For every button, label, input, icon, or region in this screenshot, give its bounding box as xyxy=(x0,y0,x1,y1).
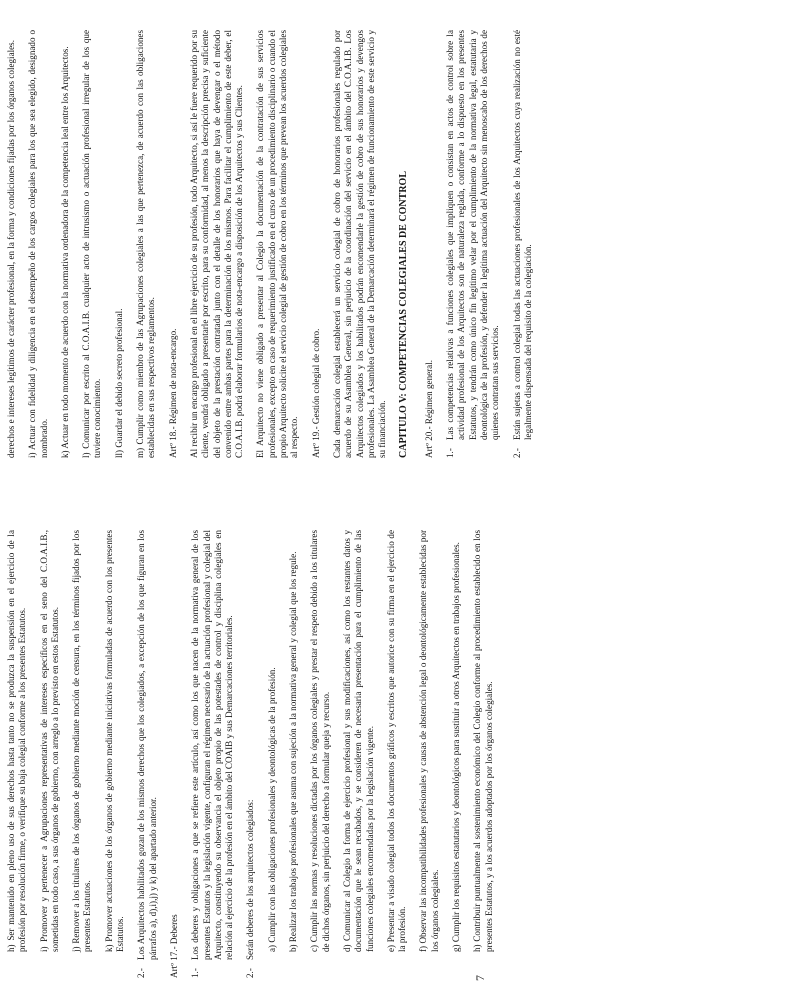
art20-paragraph-1 xyxy=(445,30,501,458)
art16-paragraph-2 xyxy=(136,530,159,978)
art16-item-h: h) Ser mantenido en pleno uso de sus derechos hasta tanto no se produzca la suspensión en el ejercicio de la profesión por resolución firme, o verifique su baja colegial conforme a los presentes Estatutos. xyxy=(6,530,28,952)
art20-paragraph-2 xyxy=(512,30,535,458)
duty-h: h) Contribuir puntualmente al sostenimiento económico del Colegio conforme al procedimiento establecido en los presentes Estatutos, y a los acuerdos adoptados por los órganos colegiales. xyxy=(472,530,494,952)
duty-k: k) Actuar en todo momento de acuerdo con la normativa ordenadora de la competencia leal entre los Arquitectos. xyxy=(59,46,70,458)
paragraph-number: 1.- xyxy=(445,448,456,458)
duty-a: a) Cumplir con las obligaciones profesionales y deontológicas de la profesión. xyxy=(266,667,277,952)
duty-i: i) Actuar con fidelidad y diligencia en el desempeño de los cargos colegiales para los que sea elegido, designado o nombrado. xyxy=(27,30,49,458)
art16-item-k: k) Promover actuaciones de los órganos de gobierno mediante iniciativas formuladas de acuerdo con los presentes Estatutos. xyxy=(103,530,126,952)
duty-d: d) Comunicar al Colegio la forma de ejercicio profesional y sus modificaciones, así como los restantes datos y documentación que le sean recabados, y se consideren de necesaria presentación para el cumplimiento de las funciones colegiales encomendadas por la legislación vigente. xyxy=(341,530,375,952)
art18-heading: Artº 18.- Régimen de nota-encargo. xyxy=(167,328,178,458)
paragraph-text: Los deberes y obligaciones a que se refiere este artículo, así como los que nacen de la normativa general de los presentes Estatutos y la legislación vigente, configuran el régimen necesario de la actuación profesional y colegial del Arquitecto, constituyendo su observancia el objeto propio de las potestades de control y disciplina colegiales en relación al ejercicio de la profesión en el ámbito del COAIB y sus Demarcaciones territoriales. xyxy=(190,530,235,960)
art17-paragraph-2 xyxy=(245,530,256,978)
duty-e: e) Presentar a visado colegial todos los documentos gráficos y escritos que autorice con su firma en el ejercicio de la profesión. xyxy=(385,530,408,952)
art18-paragraph-1: Al recibir un encargo profesional en el libre ejercicio de su profesión, todo Arquitecto, si así le fuere requerido por su cliente, vendrá obligado a presentarle por escrito, para su conformidad, al menos la descripción precisa y suficiente del objeto de la prestación contratada junto con el detalle de los honorarios que haya de devengar o el método convenido entre ambas partes para la determinación de los mismos. Para facilitar el cumplimiento de este deber, el C.O.A.I.B. podrá elaborar formularios de nota-encargo a disposición de los Arquitectos y sus Clientes. xyxy=(188,30,245,458)
page-number: 7 xyxy=(473,975,487,981)
art20-heading: Artº 20.- Régimen general. xyxy=(423,359,434,458)
art19-paragraph: Cada demarcación colegial establecerá un servicio colegial de cobro de honorarios profesionales regulado por acuerdo de su Asamblea General, sin perjuicio de la coordinación del servicio en el ámbito del C.O.A.I.B. Los Arquitectos colegiados y los habilitados podrán encomendarle la gestión de cobro de sus honorarios y devengos profesionales. La Asamblea General de la Demarcación determinará el régimen de funcionamiento de este servicio y su financiación. xyxy=(331,30,388,458)
paragraph-text: Las competencias relativas a funciones colegiales que impliquen o consistan en actos de control sobre la actividad profesional de los Arquitectos son de naturaleza reglada, conforme a lo dispuesto en los presentes Estatutos, y tendrán como único fin legítimo velar por el cumplimiento de la normativa legal, estatutaria y deontológica de la profesión, y defender la legítima actuación del Arquitecto sin menoscabo de los derechos de quienes contratan sus servicios. xyxy=(445,30,501,440)
duty-g: g) Cumplir los requisitos estatutarios y deontológicos para sustituir a otros Arquitectos en trabajos profesionales. xyxy=(451,542,462,952)
paragraph-text: Están sujetas a control colegial todas las actuaciones profesionales de los Arquitectos cuya realización no esté legalmente dispensada del requisito de la colegiación. xyxy=(511,30,533,440)
duty-l: l) Comunicar por escrito al C.O.A.I.B. cualquier acto de intrusismo o actuación profesional irregular de los que tuviere conocimiento. xyxy=(81,30,103,458)
duty-b: b) Realizar los trabajos profesionales que asuma con sujeción a la normativa general y colegial que los regule. xyxy=(288,551,299,952)
art16-item-j: j) Remover a los titulares de los órganos de gobierno mediante moción de censura, en los términos fijados por los presentes Estatutos. xyxy=(71,530,93,952)
duty-continuation: derechos e intereses legítimos de carácter profesional, en la forma y condiciones fijadas por los órganos colegiales. xyxy=(6,40,16,458)
paragraph-number: 2.- xyxy=(136,968,147,978)
art17-paragraph-1 xyxy=(190,530,235,978)
column-left xyxy=(6,530,505,978)
paragraph-number: 1.- xyxy=(190,968,201,978)
duty-ll: ll) Guardar el debido secreto profesional. xyxy=(113,308,124,458)
paragraph-number: 2.- xyxy=(245,968,256,978)
duty-f: f) Observar las incompatibilidades profesionales y causas de abstención legal o deontológicamente establecidas por los órganos colegiales. xyxy=(418,530,440,952)
art19-heading: Artº 19.- Gestión colegial de cobro. xyxy=(310,328,321,458)
duty-c: c) Cumplir las normas y resoluciones dictadas por los órganos colegiales y prestar el respeto debido a los titulares de dichos órganos, sin perjuicio del derecho a formular queja y recurso. xyxy=(309,530,331,952)
paragraph-number: 2.- xyxy=(511,448,522,458)
paragraph-text: Serán deberes de los arquitectos colegiados: xyxy=(245,799,256,960)
art18-paragraph-2: El Arquitecto no viene obligado a presentar al Colegio la documentación de la contratación de sus servicios profesionales, excepto en caso de requerimiento justificado en el curso de un procedimiento disciplinario o cuando el propio Arquitecto solicite el servicio colegial de gestión de cobro en los términos que prevean los acuerdos colegiales al respecto. xyxy=(255,30,300,458)
art16-item-i: i) Promover y pertenecer a Agrupaciones representativas de intereses específicos en el seno del C.O.A.I.B., sometidas en todo caso, a sus órganos de gobierno, con arreglo a lo previsto en estos Estatutos. xyxy=(38,530,60,952)
duty-m: m) Cumplir como miembro de las Agrupaciones colegiales a las que pertenezca, de acuerdo con las obligaciones establecidas en sus respectivos reglamentos. xyxy=(135,30,157,458)
column-right xyxy=(6,30,544,458)
paragraph-text: Los Arquitectos habilitados gozan de los mismos derechos que los colegiados, a excepción de los que figuran en los párrafos a), d),i),j) y k) del apartado anterior. xyxy=(136,530,158,960)
chapter-heading: CAPITULO V: COMPETENCIAS COLEGIALES DE CONTROL xyxy=(398,171,410,458)
art17-heading: Artº 17.- Deberes xyxy=(168,914,179,978)
